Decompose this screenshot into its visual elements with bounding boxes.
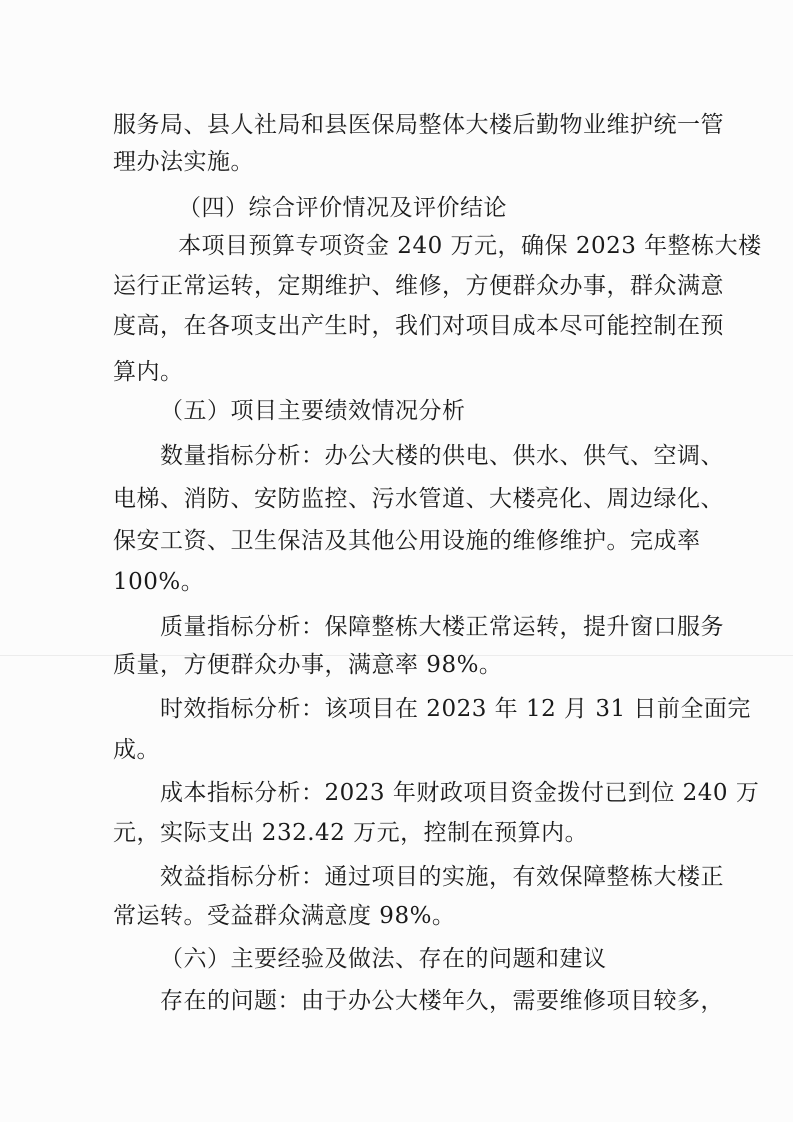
- section-heading-6: （六）主要经验及做法、存在的问题和建议: [160, 946, 607, 972]
- body-text-line: 电梯、消防、安防监控、污水管道、大楼亮化、周边绿化、: [113, 486, 724, 512]
- section-heading-5: （五）项目主要绩效情况分析: [160, 398, 466, 424]
- body-text-line: 100%。: [113, 569, 205, 595]
- body-text-line: 数量指标分析：办公大楼的供电、供水、供气、空调、: [160, 443, 724, 469]
- body-text-line: 时效指标分析：该项目在 2023 年 12 月 31 日前全面完: [160, 696, 751, 722]
- body-text-line: 理办法实施。: [113, 149, 254, 175]
- body-text-line: 成。: [113, 737, 160, 763]
- body-text-line: 本项目预算专项资金 240 万元，确保 2023 年整栋大楼: [178, 233, 762, 259]
- body-text-line: 常运转。受益群众满意度 98%。: [113, 903, 456, 929]
- section-heading-4: （四）综合评价情况及评价结论: [178, 195, 507, 221]
- body-text-line: 存在的问题：由于办公大楼年久，需要维修项目较多，: [160, 988, 724, 1014]
- body-text-line: 质量，方便群众办事，满意率 98%。: [113, 652, 503, 678]
- body-text-line: 元，实际支出 232.42 万元，控制在预算内。: [113, 820, 589, 846]
- body-text-line: 质量指标分析：保障整栋大楼正常运转，提升窗口服务: [160, 614, 724, 640]
- body-text-line: 服务局、县人社局和县医保局整体大楼后勤物业维护统一管: [113, 112, 724, 138]
- body-text-line: 成本指标分析：2023 年财政项目资金拨付已到位 240 万: [160, 780, 760, 806]
- body-text-line: 算内。: [113, 359, 184, 385]
- body-text-line: 度高，在各项支出产生时，我们对项目成本尽可能控制在预: [113, 313, 724, 339]
- body-text-line: 运行正常运转，定期维护、维修，方便群众办事，群众满意: [113, 273, 724, 299]
- body-text-line: 保安工资、卫生保洁及其他公用设施的维修维护。完成率: [113, 528, 701, 554]
- body-text-line: 效益指标分析：通过项目的实施，有效保障整栋大楼正: [160, 864, 724, 890]
